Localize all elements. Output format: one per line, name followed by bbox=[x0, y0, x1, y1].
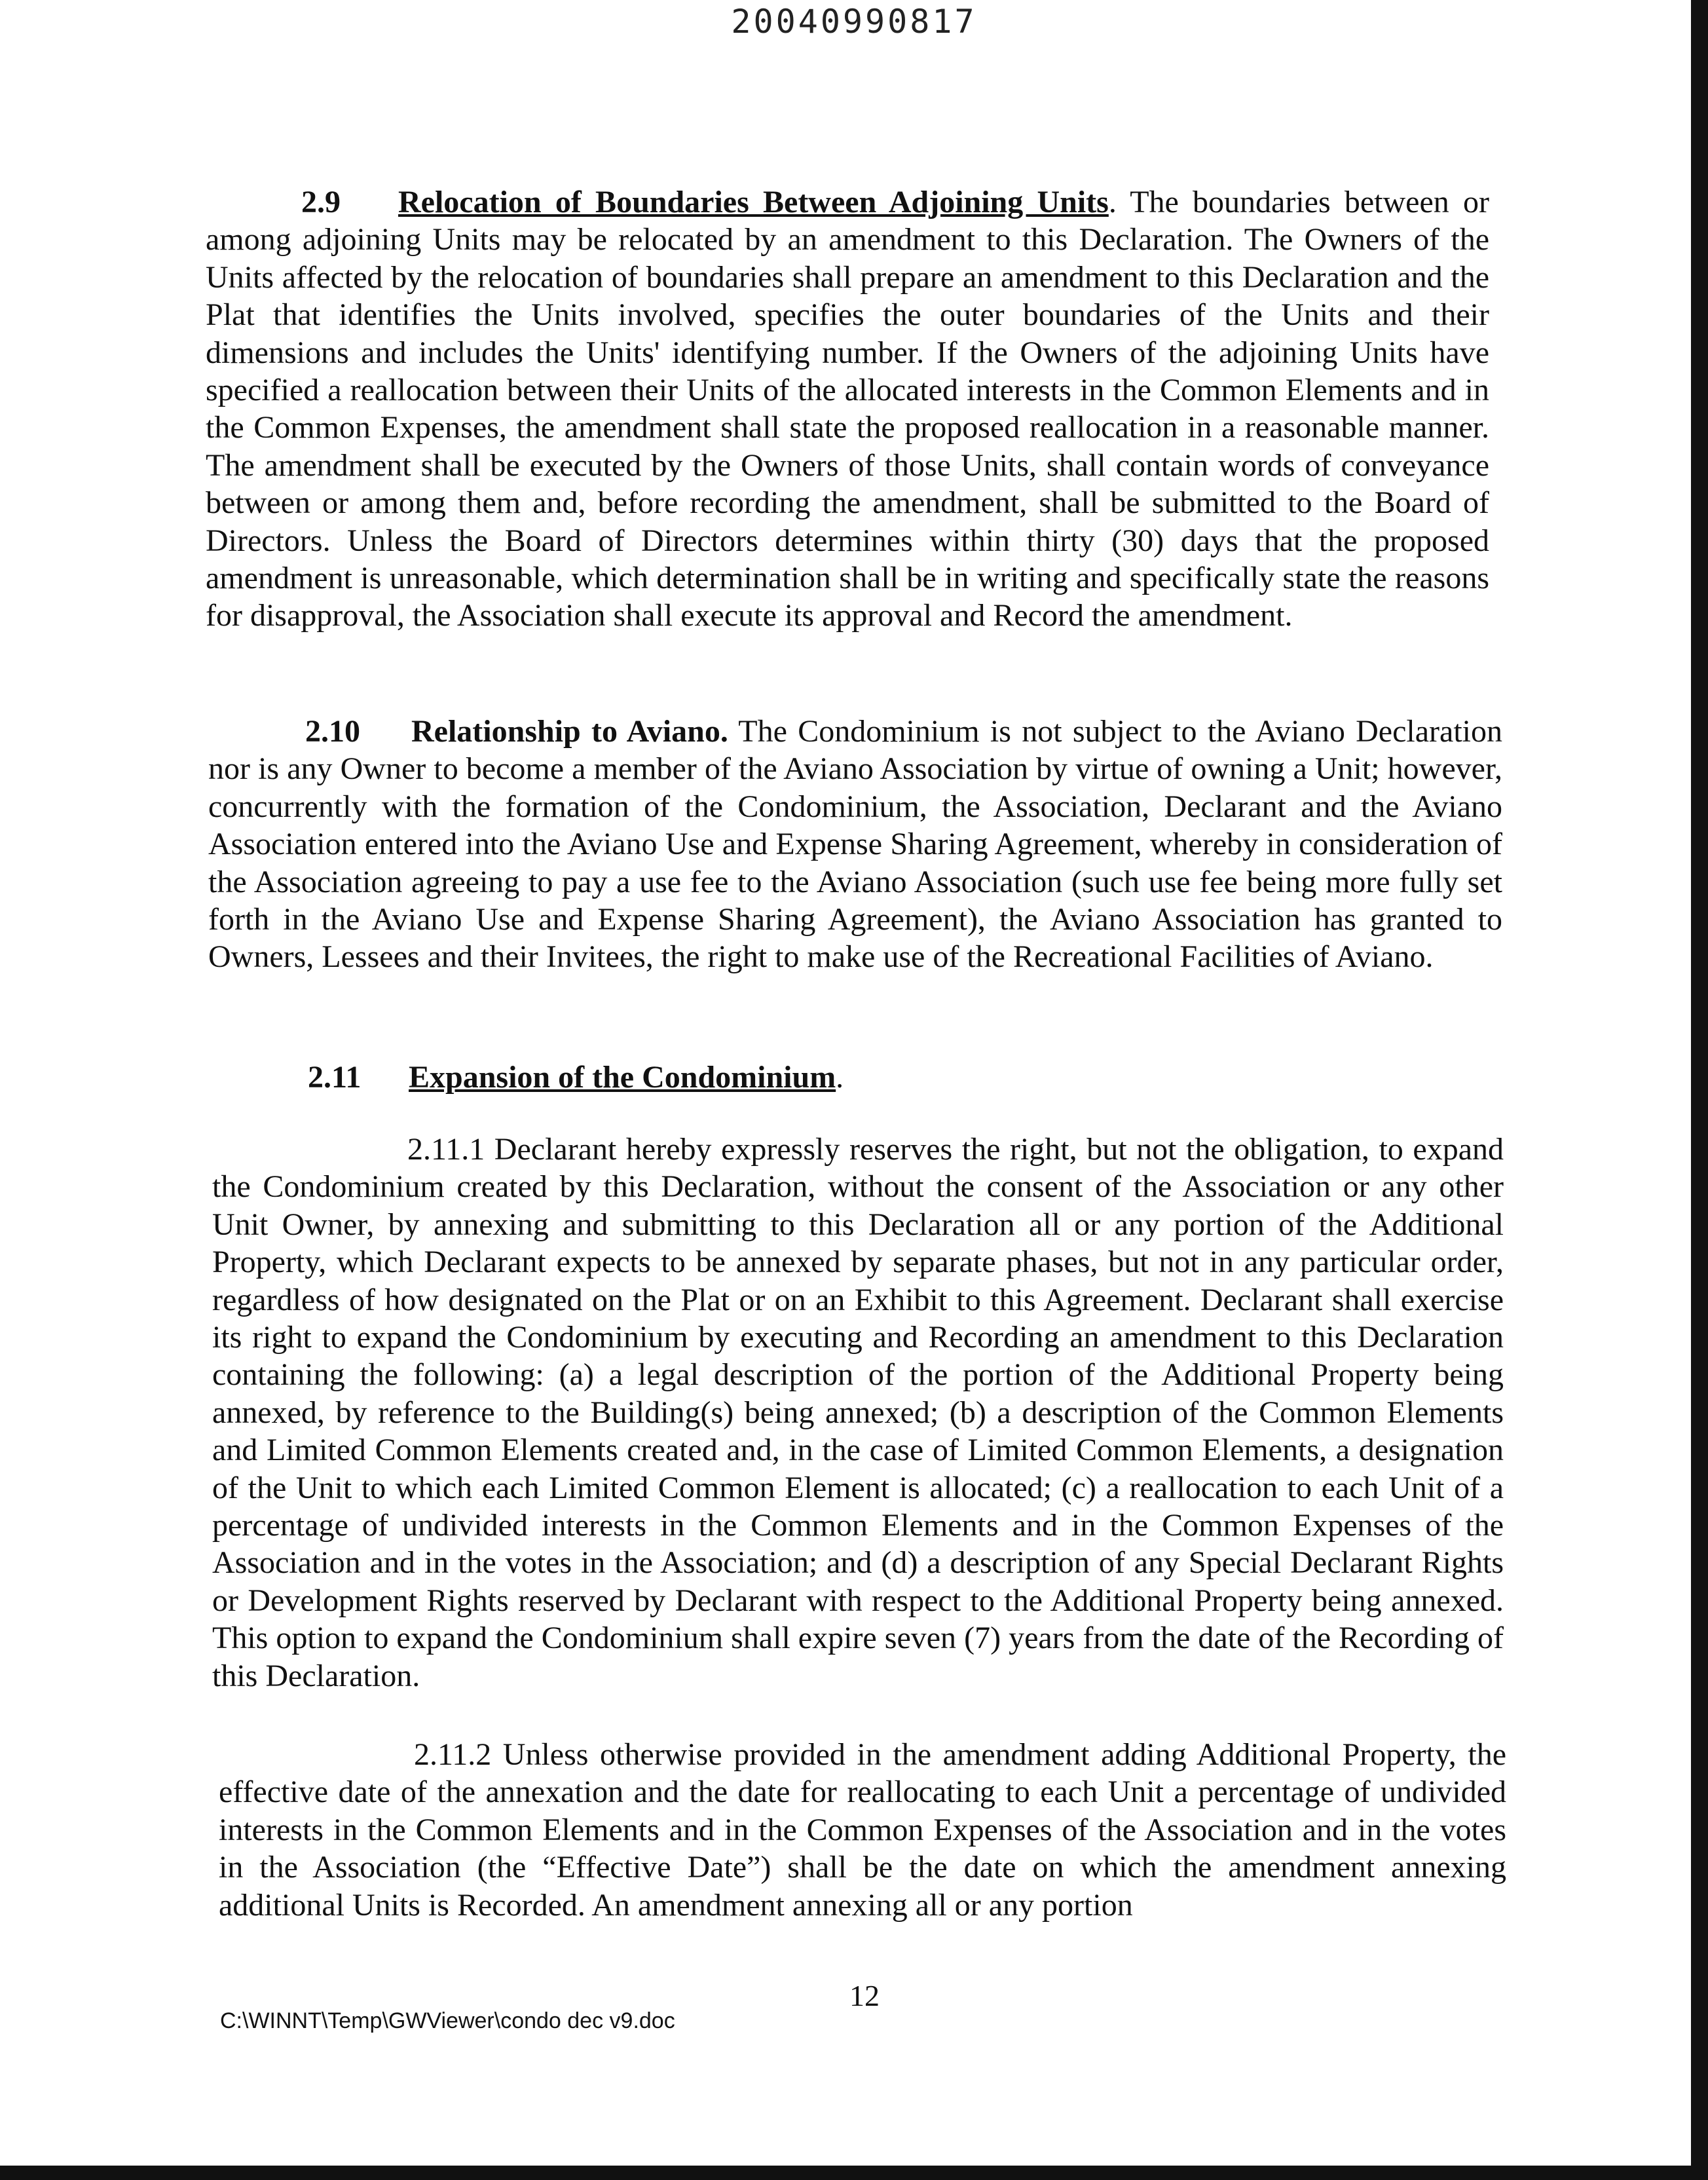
section-2-11 bbox=[208, 1059, 1502, 1096]
heading-suffix: . bbox=[1108, 185, 1117, 219]
section-number: 2.11 bbox=[308, 1060, 362, 1095]
section-2-10 bbox=[208, 713, 1502, 976]
section-number: 2.9 bbox=[301, 185, 341, 219]
section-heading: Relocation of Boundaries Between Adjoining Units bbox=[398, 185, 1109, 219]
subsection-number: 2.11.1 bbox=[407, 1132, 485, 1167]
section-heading: Expansion of the Condominium bbox=[409, 1060, 836, 1095]
section-body: The Condominium is not subject to the Aviano Declaration nor is any Owner to become a member of the Aviano Association by virtue of owning a Unit; however, concurrently with the formation of the Condominium, the Association, Declarant and the Aviano Association entered into the Aviano Use and Expense Sharing Agreement, whereby in consideration of the Association agreeing to pay a use fee to the Aviano Association (such use fee being more fully set forth in the Aviano Use and Expense Sharing Agreement), the Aviano Association has granted to Owners, Lessees and their Invitees, the right to make use of the Recreational Facilities of Aviano. bbox=[208, 714, 1503, 975]
section-heading: Relationship to Aviano. bbox=[411, 714, 728, 749]
subsection-number: 2.11.2 bbox=[414, 1737, 492, 1772]
subsection-2-11-1 bbox=[212, 1131, 1504, 1695]
document-number: 20040990817 bbox=[731, 3, 977, 41]
section-number: 2.10 bbox=[305, 714, 360, 749]
section-2-9 bbox=[206, 183, 1489, 635]
heading-suffix: . bbox=[836, 1060, 844, 1095]
section-body: The boundaries between or among adjoining Units may be relocated by an amendment to this Declaration. The Owners of the Units affected by the relocation of boundaries shall prepare an amendment to this Declaration and the Plat that identifies the Units involved, specifies the outer boundaries of the Units and their dimensions and includes the Units' identifying number. If the Owners of the adjoining Units have specified a reallocation between their Units of the allocated interests in the Common Elements and in the Common Expenses, the amendment shall state the proposed reallocation in a reasonable manner. The amendment shall be executed by the Owners of those Units, shall contain words of conveyance between or among them and, before recording the amendment, shall be submitted to the Board of Directors. Unless the Board of Directors determines within thirty (30) days that the proposed amendment is unreasonable, which determination shall be in writing and specifically state the reasons for disapproval, the Association shall execute its approval and Record the amendment. bbox=[206, 185, 1489, 633]
page-number: 12 bbox=[849, 1979, 880, 2012]
subsection-body: Unless otherwise provided in the amendment adding Additional Property, the effective date of the annexation and the date for reallocating to each Unit a percentage of undivided interests in the Common Elements and in the Common Expenses of the Association and in the votes in the Association (the “Effective Date”) shall be the date on which the amendment annexing additional Units is Recorded. An amendment annexing all or any portion bbox=[219, 1737, 1506, 1923]
file-path: C:\WINNT\Temp\GWViewer\condo dec v9.doc bbox=[220, 2008, 675, 2033]
subsection-2-11-2 bbox=[219, 1736, 1506, 1924]
subsection-body: Declarant hereby expressly reserves the right, but not the obligation, to expand the Condominium created by this Declaration, without the consent of the Association or any other Unit Owner, by annexing and submitting to this Declaration all or any portion of the Additional Property, which Declarant expects to be annexed by separate phases, but not in any particular order, regardless of how designated on the Plat or on an Exhibit to this Agreement. Declarant shall exercise its right to expand the Condominium by executing and Recording an amendment to this Declaration containing the following: (a) a legal description of the portion of the Additional Property being annexed, by reference to the Building(s) being annexed; (b) a description of the Common Elements and Limited Common Elements created and, in the case of Limited Common Elements, a designation of the Unit to which each Limited Common Element is allocated; (c) a reallocation to each Unit of a percentage of undivided interests in the Common Elements and in the Common Expenses of the Association and in the votes in the Association; and (d) a description of any Special Declarant Rights or Development Rights reserved by Declarant with respect to the Additional Property being annexed. This option to expand the Condominium shall expire seven (7) years from the date of the Recording of this Declaration. bbox=[212, 1132, 1504, 1693]
